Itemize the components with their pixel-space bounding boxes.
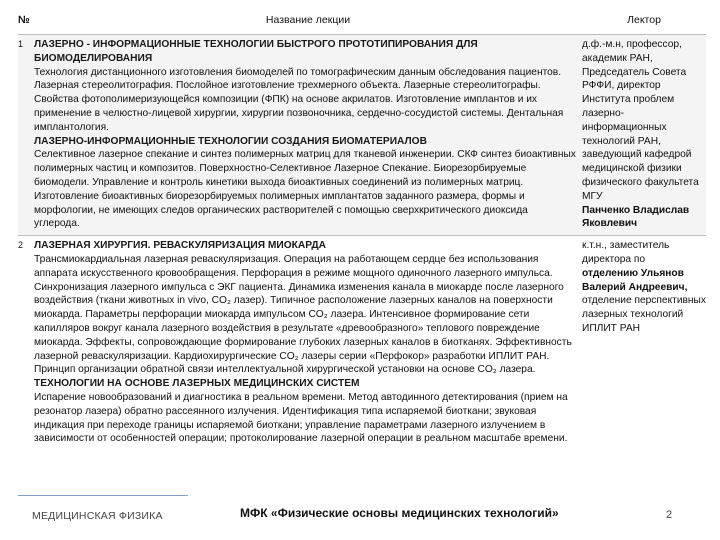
lecture-description: Селективное лазерное спекание и синтез полимерных матриц для тканевой инженерии. СКФ синтез биоактивных полимерных частиц и композитов. Поверхностно-Селективное Лазерное Спекание. Биорезорбируемые биомодели. Управление и контроль кинетики выхода биоактивных соединений из полимерных матриц. Изготовление биоактивных биорезорбируемых полимерных имплантатов заданного размера, формы и морфологии, не имеющих следов органических растворителей с помощью сверхкритического диоксида углерода. — [34, 149, 576, 230]
lecture-heading: ЛАЗЕРНО-ИНФОРМАЦИОННЫЕ ТЕХНОЛОГИИ СОЗДАНИЯ БИОМАТЕРИАЛОВ — [34, 135, 427, 147]
header-number: № — [18, 14, 30, 27]
row-number: 1 — [18, 35, 34, 236]
lecture-title-cell — [34, 236, 582, 446]
lecture-description: Испарение новообразований и диагностика в реальном времени. Метод автодинного детектирования (прием на резонатор лазера) обратно рассеянного излучения. Идентификация типа испаряемой биоткани; звуковая индикация при переходе границы испаряемой биоткани; управление параметрами лазерного излучением в зависимости от особенностей операции; протоколирование лазерной операции в реальном масштабе времени. — [34, 391, 568, 445]
lecture-title-cell — [34, 35, 582, 236]
footer-title: МФК «Физические основы медицинских технологий» — [240, 506, 559, 520]
lecturer-name: отделению Ульянов Валерий Андреевич, — [582, 267, 688, 293]
lecture-description: Трансмиокардиальная лазерная реваскуляризация. Операция на работающем сердце без использования аппарата искусственного кровообращения. Перфорация в режиме мощного одиночного лазерного импульса. Синхронизация лазерного импульса с ЭКГ пациента. Динамика изменения канала в миокарде после лазерного воздействия (ткани животных in vivo, CO₂ лазер). Типичное расположение лазерных каналов на поверхности миокарда. Параметры перфорации миокарда импульсом CO₂ лазера. Интенсивное формирование сети капилляров вокруг канала лазерного воздействия в результате «древообразного» теплового повреждение миокарда. Эффекты, сопровождающие формирование глубоких лазерных каналов в биотканях. Эффективность лазерной реваскуляризации. Кардиохирургические CO₂ лазеры серии «Перфокор» разработки ИПЛИТ РАН. Принцип организации обратной связи интеллектуальной хирургической установки на основе CO₂ лазера. — [34, 253, 572, 376]
lecture-heading: ЛАЗЕРНО - ИНФОРМАЦИОННЫЕ ТЕХНОЛОГИИ БЫСТРОГО ПРОТОТИПИРОВАНИЯ ДЛЯ БИОМОДЕЛИРОВАНИЯ — [34, 39, 478, 64]
table-header-row — [18, 8, 706, 35]
header-lecturer: Лектор — [627, 14, 661, 27]
lecturer-name: Панченко Владислав Яковлевич — [582, 204, 690, 230]
table-row — [18, 35, 706, 236]
page-number: 2 — [666, 509, 673, 521]
lecturer-cell — [582, 236, 706, 446]
lecturer-credentials: к.т.н., заместитель директора по — [582, 240, 670, 265]
lecture-table — [18, 8, 706, 446]
row-number: 2 — [18, 240, 24, 251]
lecture-heading: ТЕХНОЛОГИИ НА ОСНОВЕ ЛАЗЕРНЫХ МЕДИЦИНСКИХ СИСТЕМ — [34, 378, 360, 390]
header-lecture-title: Название лекции — [265, 14, 351, 27]
lecturer-credentials: д.ф.-м.н, профессор, академик РАН, Председатель Совета РФФИ, директор Института проблем лазерно-информационных технологий РАН, заведующий кафедрой медицинской физики физического факультета МГУ — [582, 39, 699, 202]
lecture-heading: ЛАЗЕРНАЯ ХИРУРГИЯ. РЕВАСКУЛЯРИЗАЦИЯ МИОКАРДА — [34, 240, 326, 252]
lecturer-cell — [582, 35, 706, 236]
table-row — [18, 236, 706, 446]
lecture-table-container — [18, 8, 706, 446]
lecturer-affiliation: отделение перспективных лазерных технологий ИПЛИТ РАН — [582, 295, 706, 334]
footer-course-name: МЕДИЦИНСКАЯ ФИЗИКА — [32, 510, 163, 522]
lecture-description: Технология дистанционного изготовления биомоделей по томографическим данным обследования пациентов. Лазерная стереолитография. Послойное изготовление трехмерного объекта. Лазерные стереолитографы. Свойства фотополимеризующейся композиции (ФПК) на основе акрилатов. Изготовление имплантов и их применение в челюстно-лицевой хирургии, хирургии позвоночника, сердечно-сосудистой системы. Дентальная имплантология. — [34, 66, 564, 133]
footer-rule — [18, 495, 188, 496]
